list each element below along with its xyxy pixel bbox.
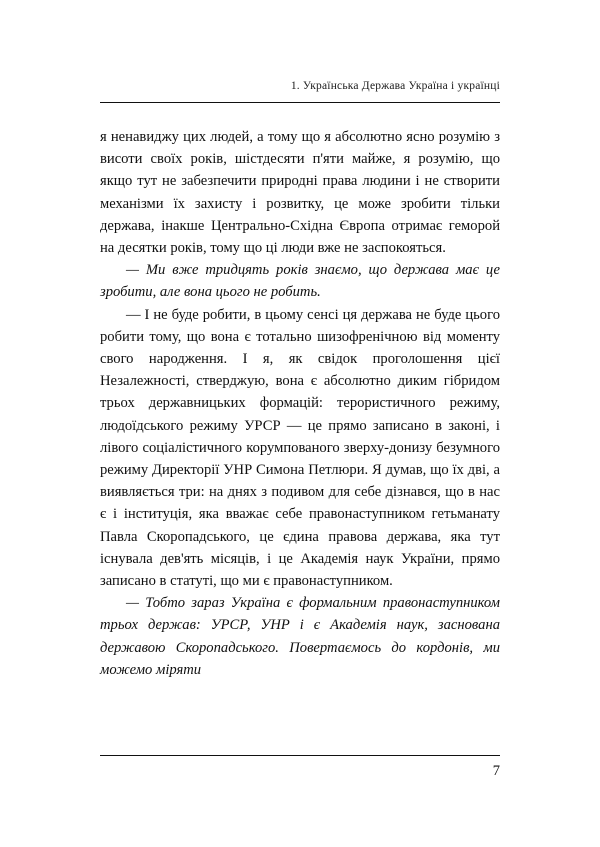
running-head: 1. Українська Держава Україна і українці — [290, 80, 500, 92]
paragraph: — І не буде робити, в цьому сенсі ця держава не буде цього робити тому, що вона є тотально шизофренічною від моменту свого народження. І я, як свідок проголошення цієї Незалежності, стверджую, вона є абсолютно диким гібридом трьох державницьких формацій: терористичного режиму, людоїдського режиму УРСР — це прямо записано в законі, і лівого соціалістичного корумпованого зверху-донизу безумного режиму Директорії УНР Симона Петлюри. Я думав, що їх дві, а виявляється три: на днях з подивом для себе дізнався, що в нас є і інституція, яка вважає себе правонаступником гетьманату Павла Скоропадського, це єдина правова держава, яка тут існувала дев'ять місяців, і це Академія наук України, прямо записано в статуті, що ми є правонаступником. — [100, 306, 500, 590]
page-body — [100, 126, 500, 681]
paragraph: я ненавиджу цих людей, а тому що я абсолютно ясно розумію з висоти своїх років, шістдесяти п'яти майже, я розумію, що якщо тут не забезпечити природні права людини і не створити механізми їх захисту і розвитку, це може зробити тільки держава, інакше Центрально-Східна Європа отримає геморой на десятки років, тому що ці люди вже не заспокояться. — [100, 129, 500, 257]
page-number: 7 — [492, 763, 500, 779]
footer-rule — [100, 755, 500, 756]
header-rule — [100, 102, 500, 103]
paragraph: — Тобто зараз Україна є формальним правонаступником трьох держав: УРСР, УНР і є Академія наук, заснована державою Скоропадського. Повертаємось до кордонів, ми можемо міряти — [100, 595, 500, 678]
paragraph: — Ми вже тридцять років знаємо, що держава має це зробити, але вона цього не робить. — [100, 262, 500, 301]
